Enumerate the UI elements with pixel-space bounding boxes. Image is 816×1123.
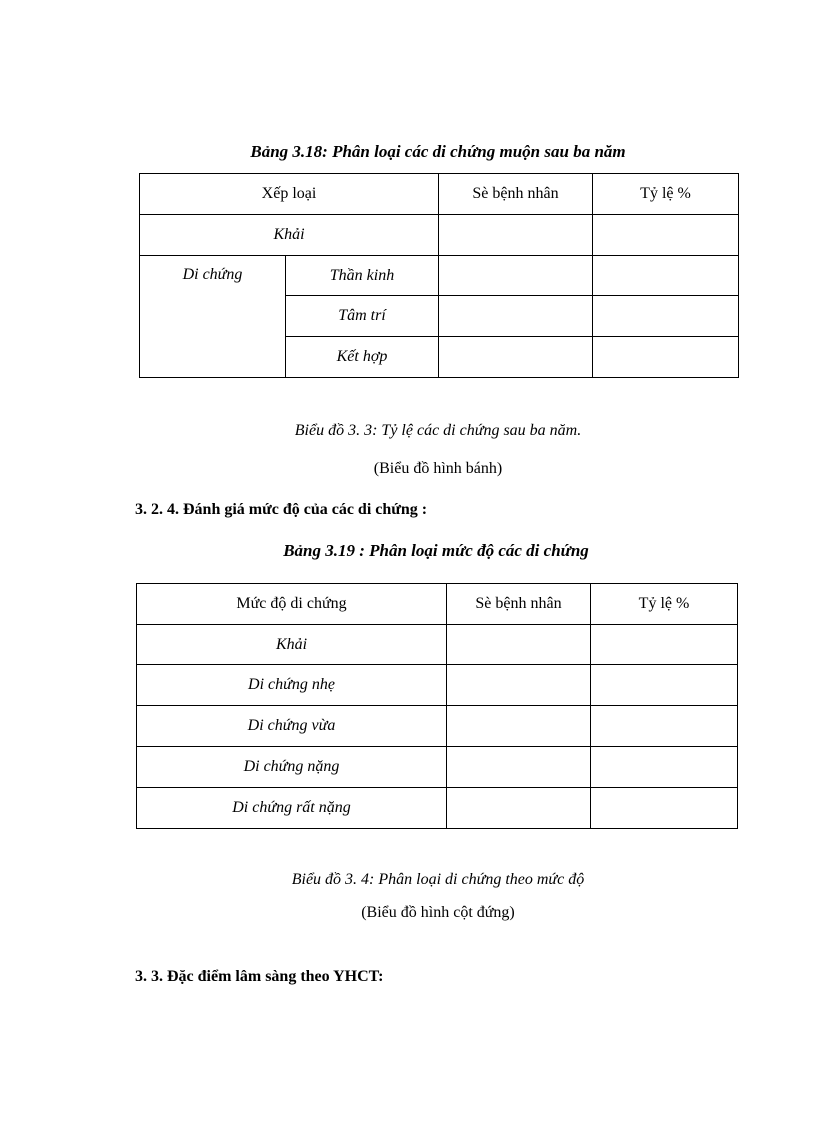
header-patient-count: Sè bệnh nhân (439, 174, 593, 215)
table-3-19 (136, 583, 738, 829)
row-label-neurological: Thần kinh (286, 256, 439, 296)
section-3-3-heading: 3. 3. Đặc điểm lâm sàng theo YHCT: (135, 968, 384, 985)
row-label-severe: Di chứng nặng (137, 747, 447, 788)
header-sequelae-level: Mức độ di chứng (137, 584, 447, 625)
cell-empty (591, 625, 738, 665)
cell-empty (591, 665, 738, 706)
cell-empty (593, 256, 739, 296)
cell-empty (593, 337, 739, 378)
cell-empty (591, 706, 738, 747)
table-3-19-caption: Bảng 3.19 : Phân loại mức độ các di chứng (283, 541, 589, 560)
chart-3-4-subtitle: (Biểu đồ hình cột đứng) (361, 904, 515, 921)
chart-3-3-caption: Biểu đồ 3. 3: Tỷ lệ các di chứng sau ba năm. (294, 422, 582, 439)
table-row (140, 215, 739, 256)
section-3-2-4-heading: 3. 2. 4. Đánh giá mức độ của các di chứng : (135, 501, 428, 518)
table-3-18 (139, 173, 739, 378)
row-label-moderate: Di chứng vừa (137, 706, 447, 747)
chart-3-4-caption: Biểu đồ 3. 4: Phân loại di chứng theo mức độ (291, 871, 585, 888)
table-row (140, 256, 739, 296)
cell-empty (447, 706, 591, 747)
header-classification: Xếp loại (140, 174, 439, 215)
table-header-row (140, 174, 739, 215)
header-patient-count: Sè bệnh nhân (447, 584, 591, 625)
table-header-row (137, 584, 738, 625)
row-group-sequelae: Di chứng (140, 256, 286, 378)
table-row (137, 625, 738, 665)
cell-empty (593, 296, 739, 337)
table-row (137, 665, 738, 706)
cell-empty (439, 256, 593, 296)
cell-empty (447, 747, 591, 788)
cell-empty (447, 625, 591, 665)
row-label-recovered: Khải (140, 215, 439, 256)
cell-empty (439, 296, 593, 337)
row-label-mild: Di chứng nhẹ (137, 665, 447, 706)
row-label-combined: Kết hợp (286, 337, 439, 378)
table-row (137, 788, 738, 829)
table-row (137, 706, 738, 747)
cell-empty (439, 337, 593, 378)
cell-empty (591, 747, 738, 788)
table-3-18-caption: Bảng 3.18: Phân loại các di chứng muộn sau ba năm (250, 142, 626, 161)
header-percent: Tỷ lệ % (593, 174, 739, 215)
cell-empty (591, 788, 738, 829)
row-label-mental: Tâm trí (286, 296, 439, 337)
chart-3-3-subtitle: (Biểu đồ hình bánh) (373, 460, 503, 477)
cell-empty (447, 665, 591, 706)
cell-empty (447, 788, 591, 829)
row-label-recovered: Khải (137, 625, 447, 665)
cell-empty (439, 215, 593, 256)
table-row (137, 747, 738, 788)
header-percent: Tỷ lệ % (591, 584, 738, 625)
row-label-very-severe: Di chứng rất nặng (137, 788, 447, 829)
cell-empty (593, 215, 739, 256)
